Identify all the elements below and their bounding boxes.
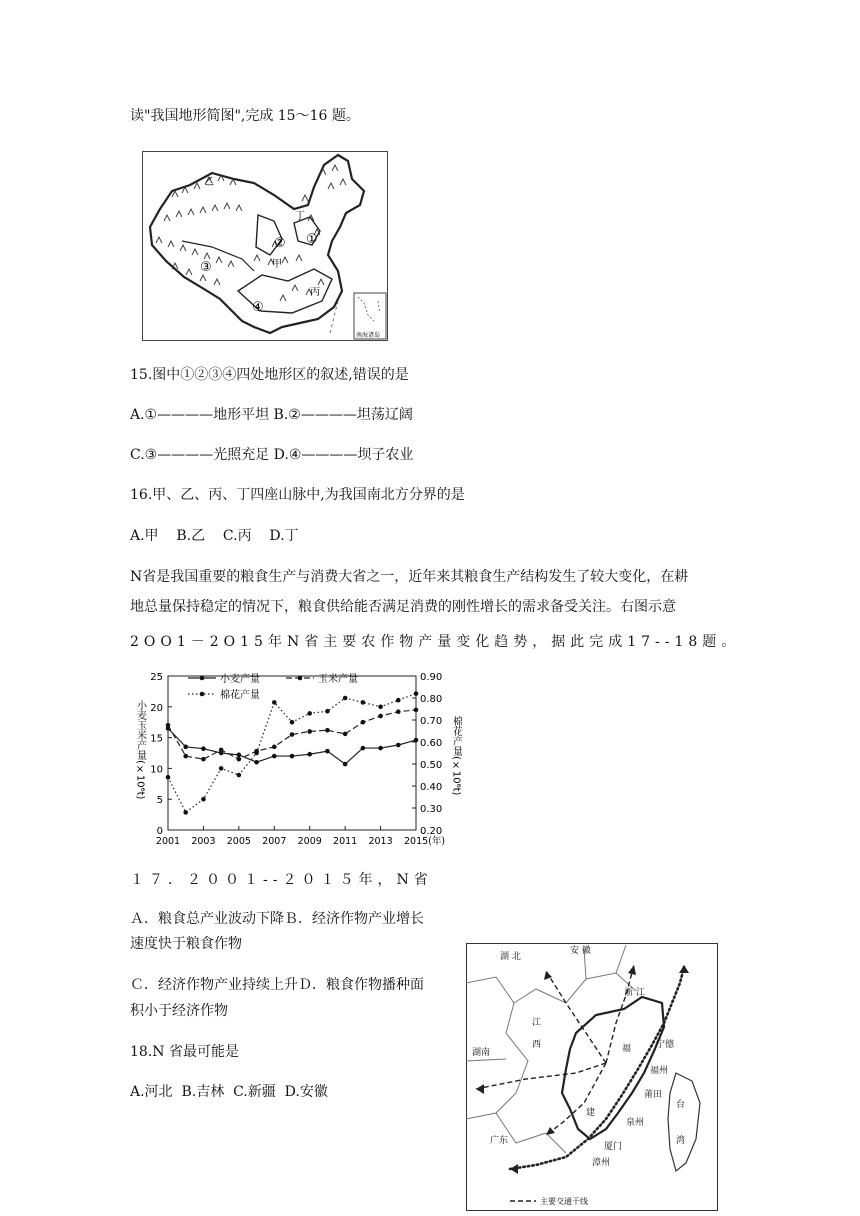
label-n4: ④ [252, 300, 264, 315]
left-tick-label: 5 [156, 795, 163, 807]
x-tick-label: 2015(年) [404, 836, 446, 847]
inset-label: 南海诸岛 [356, 332, 381, 339]
data-point [307, 711, 312, 716]
label-jian: 建 [586, 1108, 596, 1118]
data-point [325, 728, 330, 733]
data-point [166, 723, 171, 728]
data-point [290, 720, 295, 725]
data-point [361, 720, 366, 725]
passage-line-2: 地总量保持稳定的情况下，粮食供给能否满足消费的刚性增长的需求备受关注。右图示意 [130, 599, 676, 615]
x-tick-label: 2013 [368, 836, 393, 847]
data-point [325, 709, 330, 714]
q17-stem: １７．２００１--２０１５年，N省 [130, 872, 433, 888]
label-anhui: 安 徽 [570, 946, 591, 956]
data-point [237, 773, 242, 778]
left-tick-label: 15 [150, 733, 163, 745]
data-point [343, 696, 348, 701]
label-fu: 福 [622, 1044, 632, 1054]
x-tick-label: 2009 [297, 836, 322, 847]
legend-label-0: 小麦产量 [220, 674, 260, 685]
label-jiangxi-1: 江 [532, 1018, 542, 1028]
fujian-transport-map [466, 943, 718, 1211]
label-n1: ① [306, 232, 318, 247]
intro-q15-16: 读"我国地形简图",完成 15～16 题。 [130, 108, 360, 124]
data-point [183, 754, 188, 759]
data-point [272, 754, 277, 759]
left-tick-label: 20 [150, 702, 163, 714]
data-point [396, 743, 401, 748]
label-bing: 丙 [310, 287, 320, 298]
data-point [219, 748, 224, 753]
x-tick-label: 2011 [333, 836, 358, 847]
left-tick-label: 10 [150, 764, 163, 776]
crop-production-chart [126, 666, 462, 856]
x-tick-label: 2001 [155, 836, 181, 847]
label-ding: 丁 [295, 211, 305, 222]
legend-marker-2 [200, 692, 205, 697]
right-tick-label: 0.70 [420, 716, 443, 727]
q18-options: A.河北 B.吉林 C.新疆 D.安徽 [130, 1084, 328, 1100]
series-line-2 [168, 694, 416, 813]
right-tick-label: 0.30 [420, 804, 443, 815]
left-tick-label: 0 [156, 826, 163, 837]
q15-options-ab: A.①————地形平坦 B.②————坦荡辽阔 [130, 407, 413, 423]
legend-marker-1 [298, 676, 303, 681]
right-tick-label: 0.60 [420, 738, 443, 749]
label-wan: 湾 [676, 1136, 686, 1146]
data-point [183, 810, 188, 815]
x-tick-label: 2005 [226, 836, 251, 847]
right-tick-label: 0.40 [420, 782, 443, 793]
label-hunan: 湖南 [472, 1048, 491, 1058]
data-point [414, 691, 419, 696]
data-point [272, 700, 277, 705]
data-point [290, 732, 295, 737]
label-n3: ③ [200, 260, 212, 275]
left-axis-title: 小麦玉米产量(×10⁶t) [134, 700, 146, 800]
right-tick-label: 0.20 [420, 826, 443, 837]
q17-option-ab-cont: 速度快于粮食作物 [130, 936, 242, 952]
data-point [343, 762, 348, 767]
q17-option-ab: Ａ．粮食总产业波动下降Ｂ．经济作物产业增长 [130, 911, 424, 927]
data-point [237, 753, 242, 758]
label-fuzhou: 福州 [650, 1066, 669, 1076]
label-n2: ② [274, 236, 286, 251]
data-point [325, 749, 330, 754]
data-point [290, 754, 295, 759]
right-tick-label: 0.80 [420, 694, 443, 705]
data-point [361, 700, 366, 705]
data-point [307, 752, 312, 757]
legend-transport: 主要交通干线 [540, 1197, 588, 1206]
label-tai: 台 [676, 1100, 686, 1110]
data-point [307, 729, 312, 734]
legend-marker-0 [200, 676, 205, 681]
q15-stem: 15.图中①②③④四处地形区的叙述,错误的是 [130, 367, 409, 383]
x-tick-label: 2003 [191, 836, 216, 847]
data-point [254, 751, 259, 756]
data-point [166, 775, 171, 780]
data-point [272, 745, 277, 750]
q18-stem: 18.N 省最可能是 [130, 1044, 239, 1060]
plot-frame [168, 676, 416, 830]
data-point [219, 766, 224, 771]
label-guangdong: 广东 [490, 1136, 509, 1146]
china-terrain-map [142, 151, 388, 341]
q15-options-cd: C.③————光照充足 D.④————坝子农业 [130, 447, 414, 463]
q17-option-cd: Ｃ．经济作物产业持续上升Ｄ．粮食作物播种面 [130, 977, 424, 993]
data-point [396, 709, 401, 714]
data-point [237, 757, 242, 762]
label-hubei: 湖 北 [500, 952, 521, 962]
passage-line-3: 2OO1－2O15年N省主要农作物产量变化趋势，据此完成17--18题。 [130, 634, 741, 650]
data-point [201, 757, 206, 762]
right-tick-label: 0.50 [420, 760, 443, 771]
data-point [183, 745, 188, 750]
data-point [414, 708, 419, 713]
passage-line-1: N省是我国重要的粮食生产与消费大省之一，近年来其粮食生产结构发生了较大变化，在耕 [130, 569, 689, 585]
label-putian: 莆田 [644, 1090, 663, 1100]
label-jia: 甲 [272, 259, 282, 270]
q16-options: A.甲 B.乙 C.丙 D.丁 [130, 528, 299, 544]
south-china-sea-inset [354, 293, 386, 339]
left-tick-label: 25 [150, 672, 163, 683]
label-zhejiang: 浙 江 [624, 988, 645, 998]
legend-label-1: 玉米产量 [318, 674, 358, 685]
right-tick-label: 0.90 [420, 672, 443, 683]
q16-stem: 16.甲、乙、丙、丁四座山脉中,为我国南北方分界的是 [130, 487, 465, 503]
data-point [201, 746, 206, 751]
data-point [396, 698, 401, 703]
data-point [254, 760, 259, 765]
data-point [414, 738, 419, 743]
data-point [378, 714, 383, 719]
data-point [201, 797, 206, 802]
data-point [361, 746, 366, 751]
legend-label-2: 棉花产量 [220, 690, 260, 701]
x-tick-label: 2007 [262, 836, 287, 847]
data-point [343, 732, 348, 737]
label-xiamen: 厦门 [604, 1142, 623, 1152]
label-quanzhou: 泉州 [626, 1118, 645, 1128]
data-point [378, 705, 383, 710]
data-point [378, 746, 383, 751]
right-axis-title: 棉花产量(×10⁶t) [450, 716, 462, 796]
label-jiangxi-2: 西 [532, 1040, 542, 1050]
label-ningde: 宁德 [656, 1040, 675, 1050]
label-yi: 乙 [204, 177, 214, 188]
label-zhangzhou: 漳州 [592, 1158, 611, 1168]
q17-option-cd-cont: 积小于经济作物 [130, 1003, 228, 1019]
